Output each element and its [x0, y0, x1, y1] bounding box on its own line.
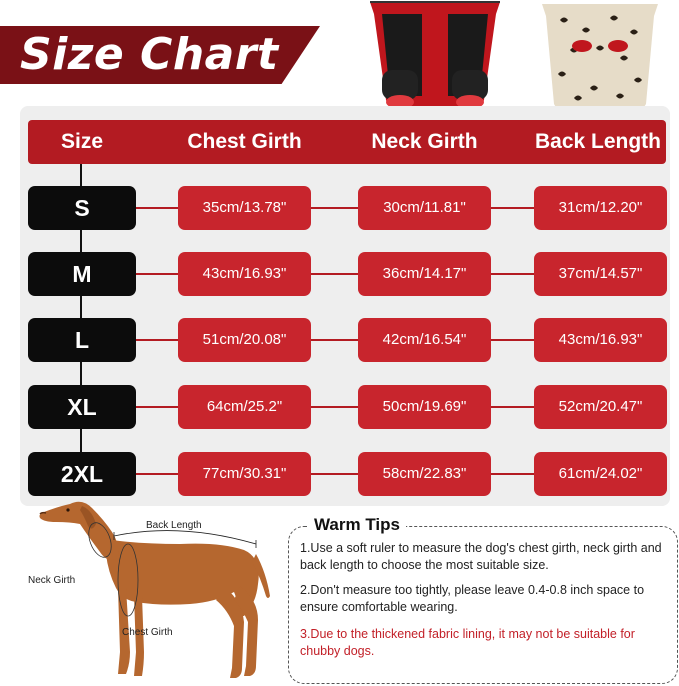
table-row: [0, 318, 679, 362]
neck-girth-cell: 50cm/19.69": [358, 385, 491, 429]
back-length-cell: 31cm/12.20": [534, 186, 667, 230]
chest-girth-cell: 51cm/20.08": [178, 318, 311, 362]
row-connector: [136, 473, 178, 475]
neck-girth-label: Neck Girth: [28, 575, 76, 586]
warm-tips-title: Warm Tips: [308, 515, 406, 535]
back-length-label: Back Length: [146, 520, 202, 531]
row-connector: [311, 473, 358, 475]
header-back-length: Back Length: [534, 130, 662, 153]
table-row: [0, 252, 679, 296]
table-row: [0, 186, 679, 230]
row-connector: [136, 207, 178, 209]
neck-girth-cell: 36cm/14.17": [358, 252, 491, 296]
row-connector: [311, 207, 358, 209]
page-title: Size Chart: [20, 29, 279, 80]
tip-3: 3.Due to the thickened fabric lining, it may not be suitable for chubby dogs.: [300, 627, 635, 658]
row-connector: [491, 406, 534, 408]
row-connector: [491, 473, 534, 475]
size-table-panel: [20, 106, 670, 506]
tip-2: 2.Don't measure too tightly, please leave 0.4-0.8 inch space to ensure comfortable wearing.: [300, 583, 645, 614]
header-neck-girth: Neck Girth: [371, 130, 478, 153]
row-connector: [311, 273, 358, 275]
back-length-cell: 61cm/24.02": [534, 452, 667, 496]
size-label: XL: [28, 385, 136, 429]
row-connector: [311, 339, 358, 341]
size-label: L: [28, 318, 136, 362]
table-row: [0, 385, 679, 429]
back-length-cell: 43cm/16.93": [534, 318, 667, 362]
neck-girth-cell: 42cm/16.54": [358, 318, 491, 362]
row-connector: [491, 273, 534, 275]
size-label: M: [28, 252, 136, 296]
neck-girth-cell: 30cm/11.81": [358, 186, 491, 230]
neck-girth-cell: 58cm/22.83": [358, 452, 491, 496]
back-length-cell: 37cm/14.57": [534, 252, 667, 296]
row-connector: [491, 339, 534, 341]
chest-girth-cell: 64cm/25.2": [178, 385, 311, 429]
chest-girth-cell: 77cm/30.31": [178, 452, 311, 496]
row-connector: [311, 406, 358, 408]
tip-1: 1.Use a soft ruler to measure the dog's chest girth, neck girth and back length to choose the most suitable size.: [300, 541, 662, 572]
row-connector: [136, 339, 178, 341]
chest-girth-cell: 35cm/13.78": [178, 186, 311, 230]
chest-girth-label: Chest Girth: [122, 627, 173, 638]
red-coat-product-image: [360, 0, 510, 116]
header-chest-girth: Chest Girth: [187, 130, 302, 153]
header-size: Size: [60, 130, 104, 153]
back-length-cell: 52cm/20.47": [534, 385, 667, 429]
table-row: [0, 452, 679, 496]
chest-girth-cell: 43cm/16.93": [178, 252, 311, 296]
size-label: S: [28, 186, 136, 230]
row-connector: [491, 207, 534, 209]
leopard-coat-product-image: [530, 0, 670, 116]
row-connector: [136, 406, 178, 408]
size-label: 2XL: [28, 452, 136, 496]
row-connector: [136, 273, 178, 275]
